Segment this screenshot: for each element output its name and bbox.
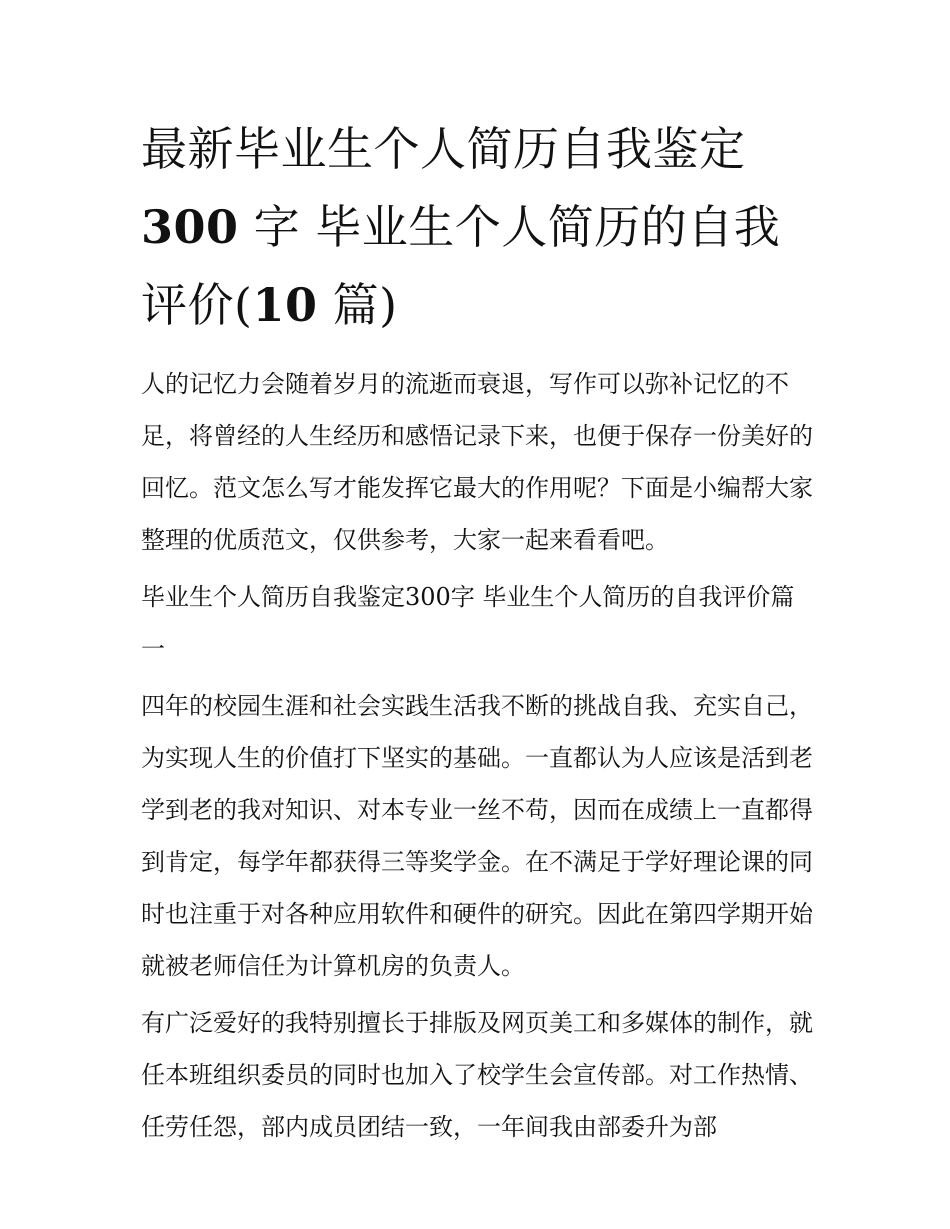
- document-title: [141, 110, 813, 344]
- title-text-part: 最新毕业生个人简历自我鉴定: [141, 122, 746, 176]
- body-paragraph: 四年的校园生涯和社会实践生活我不断的挑战自我、充实自己，为实现人生的价值打下坚实的基础。一直都认为人应该是活到老学到老的我对知识、对本专业一丝不苟，因而在成绩上一直都得到肯定，每学年都获得三等奖学金。在不满足于学好理论课的同时也注重于对各种应用软件和硬件的研究。因此在第四学期开始就被老师信任为计算机房的负责人。: [141, 692, 813, 980]
- intro-paragraph: 人的记忆力会随着岁月的流逝而衰退，写作可以弥补记忆的不足，将曾经的人生经历和感悟记录下来，也便于保存一份美好的回忆。范文怎么写才能发挥它最大的作用呢？下面是小编帮大家整理的优质范文，仅供参考，大家一起来看看吧。: [141, 370, 813, 554]
- title-text-part: 篇): [317, 278, 398, 332]
- document-body: [141, 110, 813, 1158]
- body-paragraph: 有广泛爱好的我特别擅长于排版及网页美工和多媒体的制作，就任本班组织委员的同时也加入了校学生会宣传部。对工作热情、任劳任怨，部内成员团结一致，一年间我由部委升为部: [141, 1009, 813, 1141]
- title-text-part: 字 毕业生个人简历的自我评价(: [141, 200, 781, 332]
- title-number: 300: [141, 200, 239, 254]
- section-heading: 毕业生个人简历自我鉴定300字 毕业生个人简历的自我评价篇一: [141, 583, 795, 663]
- title-number: 10: [252, 278, 318, 332]
